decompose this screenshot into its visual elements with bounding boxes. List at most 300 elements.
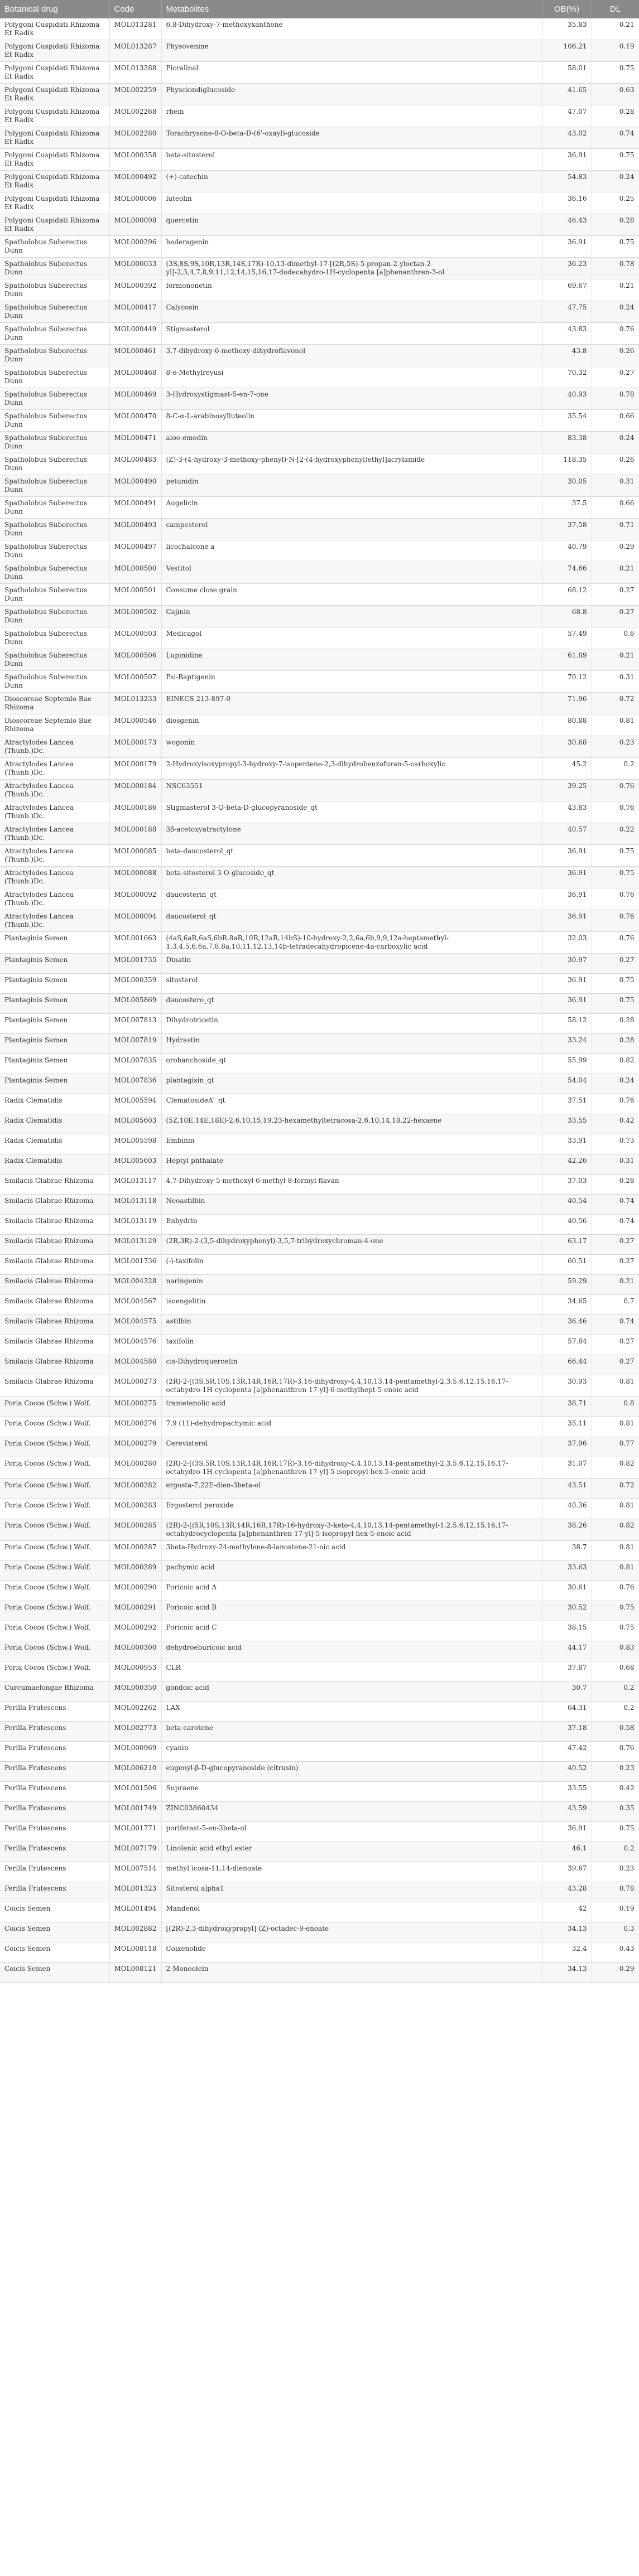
table-row xyxy=(0,497,639,519)
cell-metabolite: beta-carotene xyxy=(161,1722,542,1742)
cell-metabolite: Cerevisterol xyxy=(161,1437,542,1457)
cell-ob: 58.01 xyxy=(542,62,592,84)
cell-code: MOL007836 xyxy=(109,1074,161,1094)
table-row xyxy=(0,584,639,606)
cell-code: MOL000300 xyxy=(109,1641,161,1661)
cell-ob: 106.21 xyxy=(542,40,592,62)
cell-botanical-drug: Spatholobus Suberectus Dunn xyxy=(0,627,109,649)
cell-botanical-drug: Atractylodes Lancea (Thunb.)Dc. xyxy=(0,758,109,780)
table-row xyxy=(0,671,639,693)
table-row xyxy=(0,1681,639,1702)
cell-metabolite: Dinatin xyxy=(161,954,542,974)
cell-ob: 43.83 xyxy=(542,801,592,823)
cell-botanical-drug: Poria Cocos (Schw.) Wolf. xyxy=(0,1661,109,1681)
cell-code: MOL001735 xyxy=(109,954,161,974)
cell-dl: 0.29 xyxy=(592,1963,639,1983)
cell-botanical-drug: Poria Cocos (Schw.) Wolf. xyxy=(0,1397,109,1417)
cell-dl: 0.72 xyxy=(592,1479,639,1499)
cell-ob: 43.8 xyxy=(542,345,592,366)
table-row xyxy=(0,1822,639,1842)
cell-metabolite: (5Z,10E,14E,18E)-2,6,10,15,19,23-hexamethyltetracosa-2,6,10,14,18,22-hexaene xyxy=(161,1114,542,1134)
cell-ob: 57.49 xyxy=(542,627,592,649)
table-row xyxy=(0,1215,639,1235)
cell-code: MOL001749 xyxy=(109,1802,161,1822)
cell-metabolite: Physovenine xyxy=(161,40,542,62)
cell-botanical-drug: Atractylodes Lancea (Thunb.)Dc. xyxy=(0,888,109,910)
cell-botanical-drug: Polygoni Cuspidati Rhizoma Et Radix xyxy=(0,40,109,62)
cell-botanical-drug: Perilla Frutescens xyxy=(0,1862,109,1882)
cell-dl: 0.81 xyxy=(592,714,639,736)
cell-metabolite: (2R)-2-[(5R,10S,13R,14R,16R,17R)-16-hydroxy-3-keto-4,4,10,13,14-pentamethyl-1,2,5,6,12,15,16,17-octahydrocyclopenta [a]phenanthren-17-yl]-5-isopropyl-hex-5-enoic acid xyxy=(161,1519,542,1541)
cell-dl: 0.43 xyxy=(592,1942,639,1963)
cell-ob: 43.28 xyxy=(542,1882,592,1902)
cell-dl: 0.74 xyxy=(592,127,639,149)
table-row xyxy=(0,1742,639,1762)
cell-ob: 44.17 xyxy=(542,1641,592,1661)
table-row xyxy=(0,1519,639,1541)
cell-ob: 34.13 xyxy=(542,1963,592,1983)
cell-metabolite: beta-sitosterol xyxy=(161,149,542,171)
cell-botanical-drug: Spatholobus Suberectus Dunn xyxy=(0,671,109,693)
cell-dl: 0.75 xyxy=(592,149,639,171)
cell-code: MOL002262 xyxy=(109,1702,161,1722)
cell-metabolite: EINECS 213-897-0 xyxy=(161,693,542,714)
table-row xyxy=(0,410,639,432)
cell-botanical-drug: Smilacis Glabrae Rhizoma xyxy=(0,1275,109,1295)
cell-ob: 37.18 xyxy=(542,1722,592,1742)
cell-code: MOL000287 xyxy=(109,1541,161,1561)
table-row xyxy=(0,1014,639,1034)
table-row xyxy=(0,1963,639,1983)
table-row xyxy=(0,345,639,366)
cell-code: MOL000506 xyxy=(109,649,161,671)
cell-dl: 0.73 xyxy=(592,1134,639,1154)
cell-metabolite: cyanin xyxy=(161,1742,542,1762)
cell-ob: 36.91 xyxy=(542,867,592,888)
cell-dl: 0.75 xyxy=(592,867,639,888)
table-row xyxy=(0,1375,639,1397)
cell-ob: 54.83 xyxy=(542,171,592,192)
cell-metabolite: gondoic acid xyxy=(161,1681,542,1702)
table-row xyxy=(0,606,639,627)
cell-metabolite: Stigmasterol xyxy=(161,323,542,345)
cell-code: MOL013117 xyxy=(109,1175,161,1195)
cell-ob: 34.65 xyxy=(542,1295,592,1315)
cell-metabolite: licochalcone a xyxy=(161,540,542,562)
cell-dl: 0.26 xyxy=(592,345,639,366)
cell-code: MOL007813 xyxy=(109,1014,161,1034)
cell-botanical-drug: Polygoni Cuspidati Rhizoma Et Radix xyxy=(0,171,109,192)
cell-botanical-drug: Spatholobus Suberectus Dunn xyxy=(0,519,109,540)
cell-metabolite: Enhydrin xyxy=(161,1215,542,1235)
cell-dl: 0.2 xyxy=(592,1681,639,1702)
cell-code: MOL007835 xyxy=(109,1054,161,1074)
cell-code: MOL000493 xyxy=(109,519,161,540)
cell-dl: 0.21 xyxy=(592,649,639,671)
table-row xyxy=(0,1255,639,1275)
cell-code: MOL002773 xyxy=(109,1722,161,1742)
cell-dl: 0.75 xyxy=(592,845,639,867)
cell-ob: 57.84 xyxy=(542,1335,592,1355)
cell-botanical-drug: Coicis Semen xyxy=(0,1902,109,1922)
header-metabolites: Metabolites xyxy=(161,0,542,18)
cell-dl: 0.27 xyxy=(592,1355,639,1375)
cell-botanical-drug: Poria Cocos (Schw.) Wolf. xyxy=(0,1641,109,1661)
cell-ob: 40.57 xyxy=(542,823,592,845)
cell-code: MOL005598 xyxy=(109,1134,161,1154)
cell-code: MOL000953 xyxy=(109,1661,161,1681)
cell-ob: 37.51 xyxy=(542,1094,592,1114)
cell-metabolite: ClematosideA'_qt xyxy=(161,1094,542,1114)
cell-dl: 0.19 xyxy=(592,1902,639,1922)
cell-metabolite: ergosta-7,22E-dien-3beta-ol xyxy=(161,1479,542,1499)
cell-dl: 0.24 xyxy=(592,1074,639,1094)
table-row xyxy=(0,519,639,540)
cell-metabolite: (Z)-3-(4-hydroxy-3-methoxy-phenyl)-N-[2-(4-hydroxyphenyl)ethyl]acrylamide xyxy=(161,453,542,475)
cell-ob: 70.12 xyxy=(542,671,592,693)
cell-code: MOL013119 xyxy=(109,1215,161,1235)
cell-code: MOL001506 xyxy=(109,1782,161,1802)
cell-code: MOL000296 xyxy=(109,236,161,258)
cell-dl: 0.76 xyxy=(592,910,639,932)
table-row xyxy=(0,1581,639,1601)
cell-ob: 33.63 xyxy=(542,1561,592,1581)
table-row xyxy=(0,1195,639,1215)
table-row xyxy=(0,954,639,974)
table-row xyxy=(0,18,639,40)
cell-ob: 37.58 xyxy=(542,519,592,540)
cell-ob: 36.23 xyxy=(542,258,592,279)
cell-botanical-drug: Poria Cocos (Schw.) Wolf. xyxy=(0,1457,109,1479)
cell-code: MOL000546 xyxy=(109,714,161,736)
cell-dl: 0.23 xyxy=(592,1762,639,1782)
cell-metabolite: wogonin xyxy=(161,736,542,758)
cell-metabolite: quercetin xyxy=(161,214,542,236)
cell-code: MOL007514 xyxy=(109,1862,161,1882)
cell-dl: 0.78 xyxy=(592,1882,639,1902)
table-row xyxy=(0,1397,639,1417)
cell-dl: 0.27 xyxy=(592,606,639,627)
cell-ob: 54.04 xyxy=(542,1074,592,1094)
table-row xyxy=(0,1499,639,1519)
table-header xyxy=(0,0,639,18)
cell-dl: 0.74 xyxy=(592,1195,639,1215)
cell-ob: 69.67 xyxy=(542,279,592,301)
cell-dl: 0.76 xyxy=(592,1094,639,1114)
cell-code: MOL005869 xyxy=(109,994,161,1014)
table-row xyxy=(0,1842,639,1862)
table-row xyxy=(0,1902,639,1922)
cell-dl: 0.27 xyxy=(592,1255,639,1275)
cell-botanical-drug: Atractylodes Lancea (Thunb.)Dc. xyxy=(0,801,109,823)
cell-code: MOL001771 xyxy=(109,1822,161,1842)
table-row xyxy=(0,149,639,171)
cell-botanical-drug: Coicis Semen xyxy=(0,1942,109,1963)
cell-metabolite: [(2R)-2,3-dihydroxypropyl] (Z)-octadec-9-enoate xyxy=(161,1922,542,1942)
table-row xyxy=(0,1922,639,1942)
table-row xyxy=(0,127,639,149)
cell-ob: 42.26 xyxy=(542,1154,592,1175)
cell-botanical-drug: Spatholobus Suberectus Dunn xyxy=(0,410,109,432)
cell-botanical-drug: Spatholobus Suberectus Dunn xyxy=(0,475,109,497)
cell-code: MOL000483 xyxy=(109,453,161,475)
cell-ob: 46.1 xyxy=(542,1842,592,1862)
cell-dl: 0.31 xyxy=(592,475,639,497)
cell-metabolite: daucosterin_qt xyxy=(161,888,542,910)
cell-dl: 0.82 xyxy=(592,1519,639,1541)
cell-metabolite: Linolenic acid ethyl ester xyxy=(161,1842,542,1862)
cell-botanical-drug: Poria Cocos (Schw.) Wolf. xyxy=(0,1519,109,1541)
cell-metabolite: sitosterol xyxy=(161,974,542,994)
cell-botanical-drug: Poria Cocos (Schw.) Wolf. xyxy=(0,1581,109,1601)
cell-dl: 0.81 xyxy=(592,1499,639,1519)
cell-code: MOL007179 xyxy=(109,1842,161,1862)
table-row xyxy=(0,1802,639,1822)
cell-botanical-drug: Atractylodes Lancea (Thunb.)Dc. xyxy=(0,736,109,758)
table-row xyxy=(0,192,639,214)
cell-metabolite: Hydrastin xyxy=(161,1034,542,1054)
cell-botanical-drug: Spatholobus Suberectus Dunn xyxy=(0,345,109,366)
cell-dl: 0.2 xyxy=(592,1842,639,1862)
cell-dl: 0.27 xyxy=(592,954,639,974)
cell-metabolite: Stigmasterol 3-O-beta-D-glucopyranoside_qt xyxy=(161,801,542,823)
table-row xyxy=(0,780,639,801)
cell-code: MOL000282 xyxy=(109,1479,161,1499)
cell-metabolite: 3-Hydroxystigmast-5-en-7-one xyxy=(161,388,542,410)
table-row xyxy=(0,736,639,758)
table-row xyxy=(0,1882,639,1902)
cell-ob: 36.16 xyxy=(542,192,592,214)
cell-dl: 0.27 xyxy=(592,1335,639,1355)
cell-code: MOL000085 xyxy=(109,845,161,867)
cell-dl: 0.19 xyxy=(592,40,639,62)
table-row xyxy=(0,540,639,562)
cell-ob: 74.66 xyxy=(542,562,592,584)
cell-dl: 0.26 xyxy=(592,453,639,475)
cell-code: MOL000291 xyxy=(109,1601,161,1621)
table-row xyxy=(0,888,639,910)
cell-botanical-drug: Smilacis Glabrae Rhizoma xyxy=(0,1355,109,1375)
cell-code: MOL008121 xyxy=(109,1963,161,1983)
cell-ob: 61.89 xyxy=(542,649,592,671)
cell-dl: 0.31 xyxy=(592,1154,639,1175)
cell-ob: 43.51 xyxy=(542,1479,592,1499)
cell-dl: 0.21 xyxy=(592,562,639,584)
cell-metabolite: Psi-Baptigenin xyxy=(161,671,542,693)
cell-code: MOL000173 xyxy=(109,736,161,758)
cell-ob: 34.13 xyxy=(542,1922,592,1942)
cell-botanical-drug: Spatholobus Suberectus Dunn xyxy=(0,540,109,562)
cell-code: MOL000470 xyxy=(109,410,161,432)
cell-botanical-drug: Perilla Frutescens xyxy=(0,1802,109,1822)
cell-code: MOL001323 xyxy=(109,1882,161,1902)
table-row xyxy=(0,1722,639,1742)
cell-botanical-drug: Atractylodes Lancea (Thunb.)Dc. xyxy=(0,845,109,867)
cell-code: MOL000497 xyxy=(109,540,161,562)
cell-metabolite: campesterol xyxy=(161,519,542,540)
cell-botanical-drug: Dioscoreae Septemlo Bae Rhizoma xyxy=(0,693,109,714)
cell-botanical-drug: Poria Cocos (Schw.) Wolf. xyxy=(0,1621,109,1641)
cell-metabolite: Heptyl phthalate xyxy=(161,1154,542,1175)
cell-botanical-drug: Polygoni Cuspidati Rhizoma Et Radix xyxy=(0,192,109,214)
cell-ob: 46.43 xyxy=(542,214,592,236)
cell-code: MOL000350 xyxy=(109,1681,161,1702)
cell-dl: 0.35 xyxy=(592,1802,639,1822)
cell-dl: 0.74 xyxy=(592,1215,639,1235)
table-row xyxy=(0,627,639,649)
cell-code: MOL000502 xyxy=(109,606,161,627)
cell-dl: 0.66 xyxy=(592,410,639,432)
cell-botanical-drug: Spatholobus Suberectus Dunn xyxy=(0,279,109,301)
cell-ob: 30.68 xyxy=(542,736,592,758)
cell-code: MOL000276 xyxy=(109,1417,161,1437)
cell-dl: 0.23 xyxy=(592,1862,639,1882)
cell-code: MOL013118 xyxy=(109,1195,161,1215)
cell-botanical-drug: Poria Cocos (Schw.) Wolf. xyxy=(0,1499,109,1519)
cell-metabolite: petunidin xyxy=(161,475,542,497)
cell-botanical-drug: Plantaginis Semen xyxy=(0,994,109,1014)
cell-code: MOL000392 xyxy=(109,279,161,301)
cell-metabolite: 2-Hydroxyisoxypropyl-3-hydroxy-7-isopentene-2,3-dihydrobenzofuran-5-carboxylic xyxy=(161,758,542,780)
cell-botanical-drug: Smilacis Glabrae Rhizoma xyxy=(0,1315,109,1335)
cell-code: MOL000358 xyxy=(109,149,161,171)
cell-botanical-drug: Radix Clematidis xyxy=(0,1114,109,1134)
cell-metabolite: orobanchoside_qt xyxy=(161,1054,542,1074)
header-botanical-drug: Botanical drug xyxy=(0,0,109,18)
cell-dl: 0.28 xyxy=(592,105,639,127)
cell-metabolite: 2-Monoolein xyxy=(161,1963,542,1983)
cell-dl: 0.76 xyxy=(592,888,639,910)
table-row xyxy=(0,867,639,888)
cell-code: MOL000471 xyxy=(109,432,161,453)
cell-botanical-drug: Polygoni Cuspidati Rhizoma Et Radix xyxy=(0,149,109,171)
cell-ob: 30.05 xyxy=(542,475,592,497)
table-row xyxy=(0,910,639,932)
cell-metabolite: Vestitol xyxy=(161,562,542,584)
cell-code: MOL006210 xyxy=(109,1762,161,1782)
cell-ob: 35.11 xyxy=(542,1417,592,1437)
cell-code: MOL013281 xyxy=(109,18,161,40)
table-row xyxy=(0,1094,639,1114)
cell-botanical-drug: Polygoni Cuspidati Rhizoma Et Radix xyxy=(0,62,109,84)
table-row xyxy=(0,649,639,671)
table-row xyxy=(0,1134,639,1154)
table-row xyxy=(0,62,639,84)
cell-ob: 63.17 xyxy=(542,1235,592,1255)
table-row xyxy=(0,366,639,388)
cell-code: MOL000006 xyxy=(109,192,161,214)
cell-ob: 36.91 xyxy=(542,845,592,867)
table-row xyxy=(0,1782,639,1802)
cell-metabolite: 7,9 (11)-dehydropachymic acid xyxy=(161,1417,542,1437)
cell-metabolite: Embinin xyxy=(161,1134,542,1154)
cell-botanical-drug: Plantaginis Semen xyxy=(0,1074,109,1094)
cell-metabolite: luteolin xyxy=(161,192,542,214)
cell-dl: 0.77 xyxy=(592,1437,639,1457)
cell-botanical-drug: Poria Cocos (Schw.) Wolf. xyxy=(0,1561,109,1581)
cell-ob: 36.91 xyxy=(542,994,592,1014)
cell-botanical-drug: Poria Cocos (Schw.) Wolf. xyxy=(0,1479,109,1499)
cell-ob: 36.91 xyxy=(542,1822,592,1842)
table-row xyxy=(0,323,639,345)
cell-botanical-drug: Polygoni Cuspidati Rhizoma Et Radix xyxy=(0,18,109,40)
header-dl: DL xyxy=(592,0,639,18)
table-row xyxy=(0,1702,639,1722)
cell-code: MOL002268 xyxy=(109,105,161,127)
cell-botanical-drug: Spatholobus Suberectus Dunn xyxy=(0,388,109,410)
cell-code: MOL002280 xyxy=(109,127,161,149)
cell-botanical-drug: Spatholobus Suberectus Dunn xyxy=(0,258,109,279)
cell-code: MOL000359 xyxy=(109,974,161,994)
cell-botanical-drug: Perilla Frutescens xyxy=(0,1722,109,1742)
cell-dl: 0.2 xyxy=(592,1702,639,1722)
cell-dl: 0.83 xyxy=(592,1641,639,1661)
table-row xyxy=(0,932,639,954)
cell-metabolite: Lupinidine xyxy=(161,649,542,671)
cell-code: MOL005603 xyxy=(109,1154,161,1175)
table-row xyxy=(0,1661,639,1681)
table-row xyxy=(0,258,639,279)
table-row xyxy=(0,1862,639,1882)
cell-code: MOL000088 xyxy=(109,867,161,888)
cell-dl: 0.29 xyxy=(592,540,639,562)
cell-metabolite: 8-o-Methylreyusi xyxy=(161,366,542,388)
cell-dl: 0.21 xyxy=(592,1275,639,1295)
cell-botanical-drug: Smilacis Glabrae Rhizoma xyxy=(0,1375,109,1397)
cell-code: MOL000417 xyxy=(109,301,161,323)
cell-ob: 68.8 xyxy=(542,606,592,627)
cell-dl: 0.76 xyxy=(592,1581,639,1601)
cell-botanical-drug: Spatholobus Suberectus Dunn xyxy=(0,236,109,258)
cell-ob: 41.65 xyxy=(542,84,592,105)
cell-metabolite: Picralinal xyxy=(161,62,542,84)
cell-metabolite: 6,8-Dihydroxy-7-methoxyxanthone xyxy=(161,18,542,40)
cell-botanical-drug: Spatholobus Suberectus Dunn xyxy=(0,649,109,671)
cell-botanical-drug: Perilla Frutescens xyxy=(0,1742,109,1762)
cell-botanical-drug: Radix Clematidis xyxy=(0,1154,109,1175)
cell-code: MOL002259 xyxy=(109,84,161,105)
cell-dl: 0.42 xyxy=(592,1114,639,1134)
table-row xyxy=(0,388,639,410)
cell-metabolite: (2R)-2-[(3S,5R,10S,13R,14R,16R,17R)-3,16-dihydroxy-4,4,10,13,14-pentamethyl-2,3,5,6,12,15,16,17-octahydro-1H-cyclopenta [a]phenanthren-17-yl]-5-isopropyl-hex-5-enoic acid xyxy=(161,1457,542,1479)
cell-code: MOL013287 xyxy=(109,40,161,62)
cell-dl: 0.28 xyxy=(592,214,639,236)
cell-ob: 71.96 xyxy=(542,693,592,714)
table-row xyxy=(0,1275,639,1295)
cell-dl: 0.76 xyxy=(592,1742,639,1762)
table-row xyxy=(0,801,639,823)
cell-ob: 64.31 xyxy=(542,1702,592,1722)
cell-code: MOL000501 xyxy=(109,584,161,606)
cell-code: MOL000273 xyxy=(109,1375,161,1397)
cell-ob: 40.52 xyxy=(542,1762,592,1782)
cell-botanical-drug: Perilla Frutescens xyxy=(0,1762,109,1782)
table-row xyxy=(0,1295,639,1315)
cell-metabolite: rhein xyxy=(161,105,542,127)
cell-code: MOL000490 xyxy=(109,475,161,497)
cell-botanical-drug: Plantaginis Semen xyxy=(0,974,109,994)
cell-metabolite: 3beta-Hydroxy-24-methylene-8-lanostene-21-oic acid xyxy=(161,1541,542,1561)
cell-ob: 38.7 xyxy=(542,1541,592,1561)
cell-ob: 43.83 xyxy=(542,323,592,345)
table-row xyxy=(0,1541,639,1561)
cell-metabolite: Poricoic acid C xyxy=(161,1621,542,1641)
cell-metabolite: astilbin xyxy=(161,1315,542,1335)
cell-code: MOL000468 xyxy=(109,366,161,388)
cell-metabolite: Coixenolide xyxy=(161,1942,542,1963)
cell-metabolite: formononetin xyxy=(161,279,542,301)
table-row xyxy=(0,40,639,62)
